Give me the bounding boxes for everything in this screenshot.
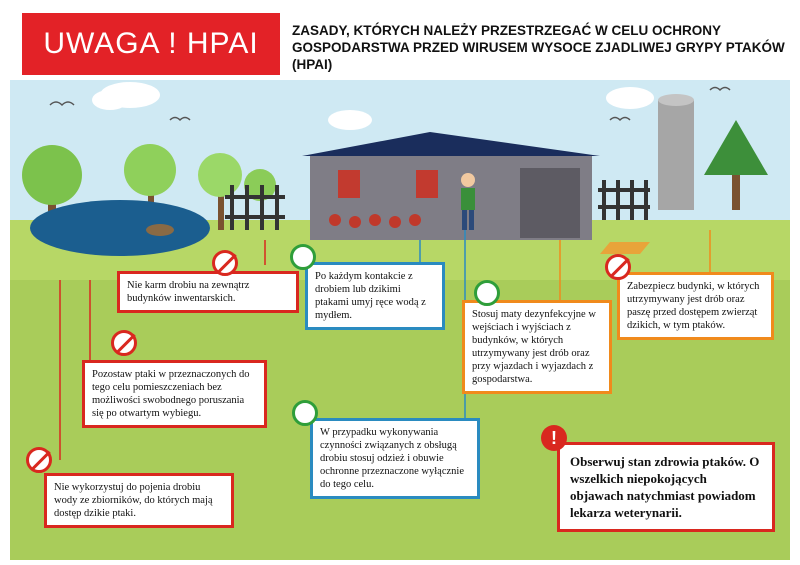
rule-clothing: W przypadku wykonywania czynności związanych z obsługą drobiu stosuj odzież i obuwie ochronne przeznaczone wyłącznie do tego celu. [310, 418, 480, 499]
no-wild-birds-icon [605, 254, 631, 280]
mat-icon [474, 280, 500, 306]
rule-secure: Zabezpiecz budynki, w których utrzymywany jest drób oraz paszę przed dostępem zwierząt dzikich, w tym ptaków. [617, 272, 774, 340]
no-pond-water-icon [26, 447, 52, 473]
soap-icon [290, 244, 316, 270]
warning-banner [22, 13, 280, 75]
warning-icon: ! [541, 425, 567, 451]
rule-keep-indoors: Pozostaw ptaki w przeznaczonych do tego celu pomieszczeniach bez możliwości swobodnego poruszania się po otwartym wybiegu. [82, 360, 267, 428]
rule-feeding: Nie karm drobiu na zewnątrz budynków inwentarskich. [117, 271, 299, 313]
no-feeding-icon [212, 250, 238, 276]
pond [30, 200, 210, 256]
rule-mats: Stosuj maty dezynfekcyjne w wejściach i wyjściach z budynków, w których utrzymywany jest drób oraz przy wjazdach i wyjazdach z gospodarstwa. [462, 300, 612, 394]
page-title: ZASADY, KTÓRYCH NALEŻY PRZESTRZEGAĆ W CELU OCHRONY GOSPODARSTWA PRZED WIRUSEM WYSOCE ZJADLIWEJ GRYPY PTAKÓW (HPAI) [292, 23, 785, 72]
rule-observe: Obserwuj stan zdrowia ptaków. O wszelkich niepokojących objawach natychmiast powiadom lekarza weterynarii. [557, 442, 775, 532]
silo-icon [658, 94, 694, 210]
no-free-range-icon [111, 330, 137, 356]
protective-clothing-icon [292, 400, 318, 426]
rule-hands: Po każdym kontakcie z drobiem lub dzikimi ptakami umyj ręce wodą z mydłem. [305, 262, 445, 330]
duck-icon [146, 224, 174, 236]
banner-text: UWAGA ! HPAI [43, 27, 259, 60]
rule-water: Nie wykorzystuj do pojenia drobiu wody ze zbiorników, do których mają dostęp dzikie ptaki. [44, 473, 234, 528]
